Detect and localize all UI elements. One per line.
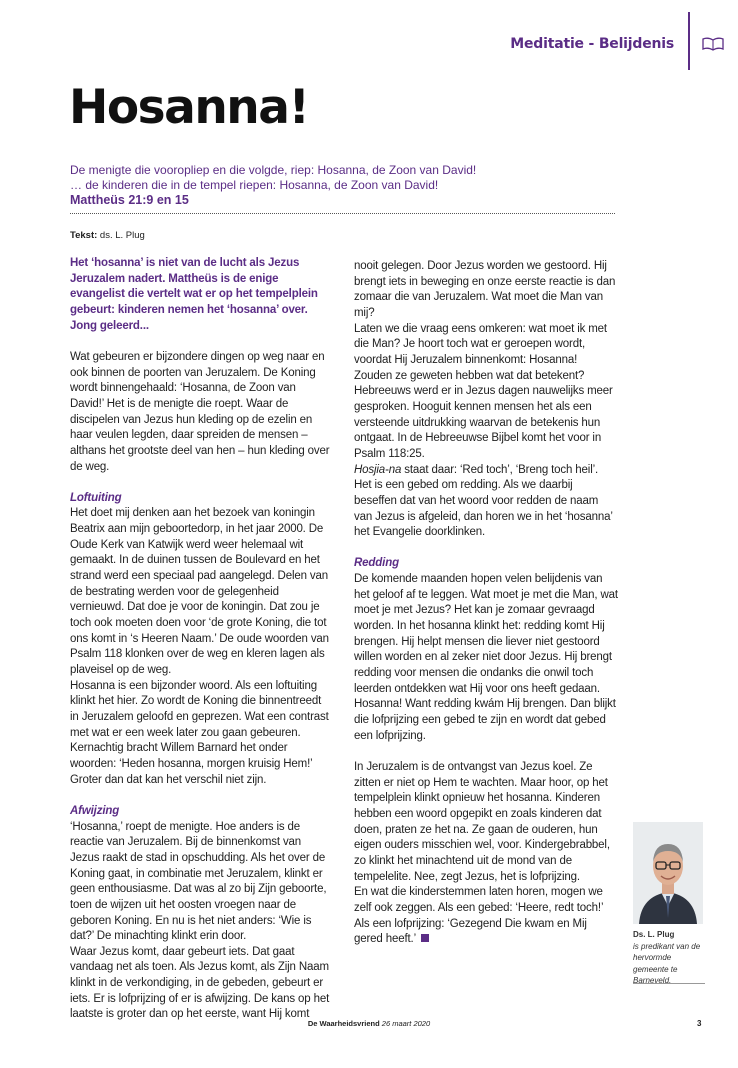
- dotted-divider: [70, 213, 615, 214]
- paragraph: Hosanna is een bijzonder woord. Als een loftuiting klinkt het hier. Zo wordt de Koning die binnentreedt in Jeruzalem geloofd en geprezen. Wat een contrast met wat er een week later zou gaan gebeuren. Kernachtig bracht Willem Barnard het onder woorden: ‘Heden hosanna, morgen kruisig Hem!’ Groter dan dat kan het verschil niet zijn.: [70, 679, 329, 786]
- subheading-afwijzing: Afwijzing: [70, 804, 120, 817]
- author-name: ds. L. Plug: [99, 230, 145, 241]
- caption-role: is predikant van de hervormde gemeente te Barneveld.: [633, 941, 701, 985]
- paragraph: [354, 463, 618, 541]
- column-right: [354, 259, 618, 948]
- paragraph: In Jeruzalem is de ontvangst van Jezus koel. Ze zitten er niet op Hem te wachten. Maar hoor, op het tempelplein klinkt opnieuw het hosanna. Kinderen hebben een woord opgepikt en zoals kinderen dat doen, praten ze het na. Ze gaan de ouderen, hun eigen ouders misschien wel, voor. Kindergebrabbel, zo klinkt het minachtend uit de mond van de tempelelite. Nee, zegt Jezus, het is lofprijzing.: [354, 760, 610, 883]
- section-label: Meditatie - Belijdenis: [510, 36, 674, 52]
- bible-quote: [70, 163, 630, 208]
- paragraph-text: En wat die kinderstemmen laten horen, mogen we zelf ook zeggen. Als een gebed: ‘Heere, redt toch!’ Als een lofprijzing: ‘Gezegend Die kwam en Mij gered heeft.’: [354, 886, 603, 946]
- hebrew-term: Hosjia-na: [354, 463, 402, 476]
- subheading-redding: Redding: [354, 557, 399, 570]
- open-book-icon: [702, 37, 724, 51]
- author-photo: [633, 822, 703, 924]
- paragraph: Waar Jezus komt, daar gebeurt iets. Dat gaat vandaag net als toen. Als Jezus komt, als Zijn Naam klinkt in de verkondiging, in de gebeden, gebeurt er iets. Er is lofprijzing of er is afwijzing. De kans op het laatste is groter dan op het eerste, want Hij komt: [70, 945, 330, 1021]
- page-number: 3: [697, 1019, 702, 1028]
- quote-reference: Mattheüs 21:9 en 15: [70, 193, 189, 207]
- paragraph: Wat gebeuren er bijzondere dingen op weg naar en ook binnen de poorten van Jeruzalem. De Koning wordt binnengehaald: ‘Hosanna, de Zoon van David!’ Het is de menigte die roept. Waar de discipelen van Jezus hun kleding op de ezelin en haar veulen legden, daar spreiden de mensen – althans het grootste deel van hen – hun kleding over de weg.: [70, 350, 330, 473]
- paragraph: Laten we die vraag eens omkeren: wat moet ik met die Man? Je hoort toch wat er geroepen wordt, voordat Hij Jeruzalem binnenkomt: Hosanna! Zouden ze geweten hebben wat dat betekent? Hebreeuws werd er in Jezus dagen nauwelijks meer gesproken. Hooguit kennen mensen het als een versteende uitdrukking waarvan de betekenis hun ontgaat. In de Hebreeuwse Bijbel komt het voor in Psalm 118:25.: [354, 322, 613, 460]
- header-divider: [688, 12, 690, 70]
- paragraph: ‘Hosanna,’ roept de menigte. Hoe anders is de reactie van Jeruzalem. Bij de binnenkomst van Jezus raakt de stad in opschudding. Als het over de Koning gaat, in combinatie met Jeruzalem, klinkt er geen enthousiasme. Dat was al zo bij Zijn geboorte, toen de wijzen uit het oosten vroegen naar de geboren Koning. En nu is het niet anders: ‘Wie is dat?’ De minachting klinkt erin door.: [70, 820, 327, 943]
- article-title: Hosanna!: [69, 80, 309, 135]
- subheading-loftuiting: Loftuiting: [70, 491, 122, 504]
- paragraph: Het doet mij denken aan het bezoek van koningin Beatrix aan mijn geboortedorp, in het jaar 2000. De Oude Kerk van Katwijk werd weer helemaal wit gemaakt. In de duinen tussen de Boulevard en het strand werd een speciaal pad aangelegd. Delen van de bestrating werden voor de gelegenheid vernieuwd. Dat doe je voor de koningin. Dat zou je toch ook moeten doen voor ‘de grote Koning, die tot ons komt in ‘s Heeren Naam.’ De oude woorden van Psalm 118 klonken over de weg en kleren lagen als plaveisel op de weg.: [70, 507, 329, 677]
- caption-divider: [633, 983, 705, 984]
- page-footer: [0, 1019, 738, 1028]
- paragraph: [354, 885, 618, 948]
- author-portrait-illustration: [633, 822, 703, 924]
- photo-caption: [633, 929, 709, 987]
- paragraph: De komende maanden hopen velen belijdenis van het geloof af te leggen. Wat moet je met die Man, wat moet je met Jezus? Het kan je zomaar gevraagd worden. In het hosanna klinkt het: redding komt Hij brengen. Hij helpt mensen die liever niet gestoord willen worden en al zeker niet door Jezus. Hij brengt redding voor mensen die ondanks die onwil toch leerden ontdekken wat Hij voor ons heeft gedaan. Hosanna! Want redding kwám Hij brengen. Dan blijkt die lofprijzing een gebed te zijn en wordt dat gebed een lofprijzing.: [354, 573, 618, 742]
- end-mark-icon: [421, 934, 429, 942]
- author-label: Tekst:: [70, 230, 98, 241]
- paragraph-text: staat daar: ‘Red toch’, ‘Breng toch heil’. Het is een gebed om redding. Als we daarbij beseffen dat van het woord voor redden de naam van Jezus is afgeleid, dan horen we in het ‘hosanna’ het Evangelie doorklinken.: [354, 463, 613, 539]
- quote-line-2: … de kinderen die in de tempel riepen: Hosanna, de Zoon van David!: [70, 178, 439, 192]
- caption-name: Ds. L. Plug: [633, 930, 675, 939]
- paragraph: nooit gelegen. Door Jezus worden we gestoord. Hij brengt iets in beweging en onze eerste reactie is dan zomaar die van Jeruzalem. Wat moet die Man van mij?: [354, 260, 616, 319]
- issue-date: 26 maart 2020: [381, 1019, 431, 1028]
- author-line: [70, 230, 145, 241]
- magazine-name: De Waarheidsvriend: [307, 1019, 380, 1028]
- quote-line-1: De menigte die vooropliep en die volgde, riep: Hosanna, de Zoon van David!: [70, 163, 477, 177]
- lead-paragraph: Het ‘hosanna’ is niet van de lucht als Jezus Jeruzalem nadert. Mattheüs is de enige evangelist die vertelt wat er op het tempelplein gebeurt: kinderen nemen het ‘hosanna’ over. Jong geleerd...: [70, 257, 318, 332]
- column-left: [70, 256, 332, 1023]
